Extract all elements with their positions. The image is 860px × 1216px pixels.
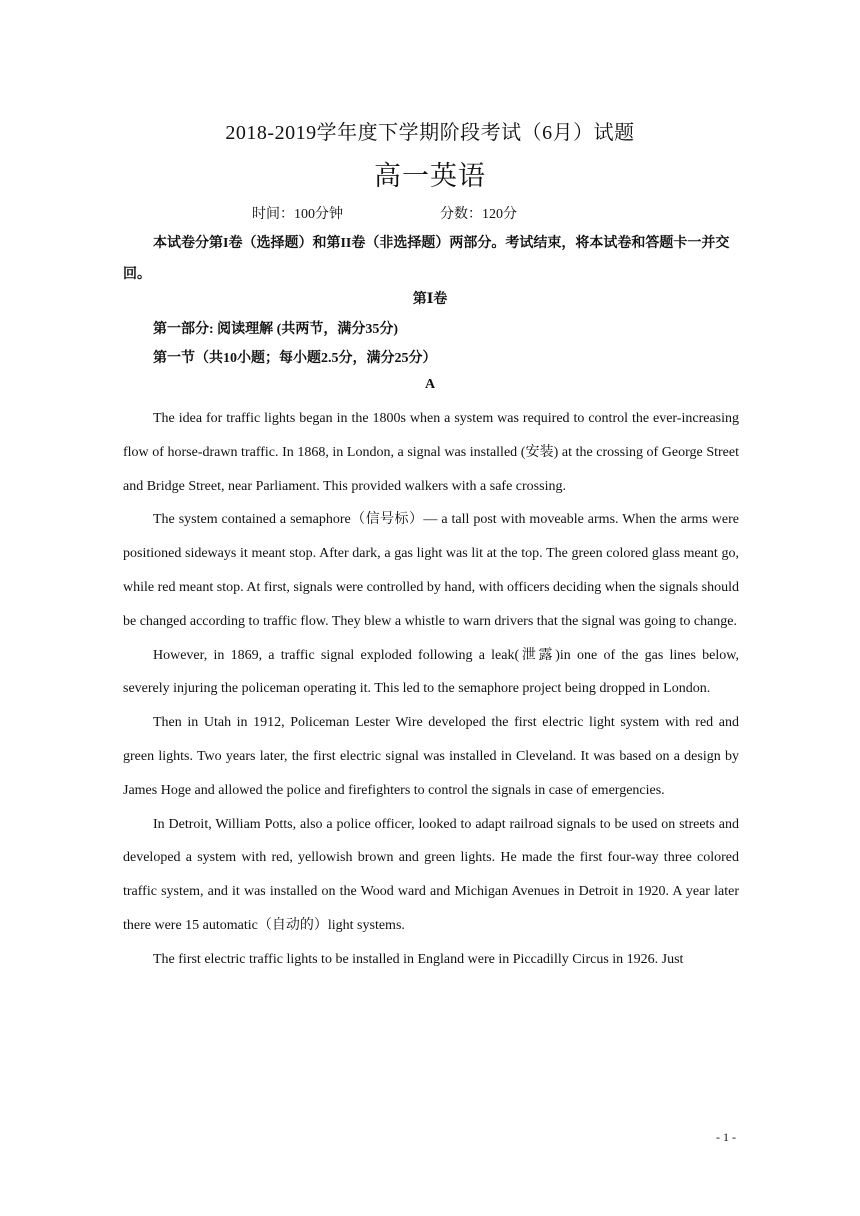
exam-time: 时间：100分钟 bbox=[252, 207, 343, 222]
exam-title: 2018-2019学年度下学期阶段考试（6月）试题 bbox=[225, 122, 635, 144]
passage-label: A bbox=[424, 377, 436, 392]
passage-paragraph: The idea for traffic lights began in the 1800s when a system was required to control the ever-increasing flow of horse-drawn traffic. In 1868, in London, a signal was installed (安装) at the crossing of George Street and Bridge Street, near Parliament. This provided walkers with a safe crossing. bbox=[123, 411, 739, 494]
passage-paragraph: However, in 1869, a traffic signal exploded following a leak(泄露)in one of the gas lines below, severely injuring the policeman operating it. This led to the semaphore project being dropped in London. bbox=[123, 647, 739, 697]
volume-label: 第Ⅰ卷 bbox=[412, 292, 448, 307]
exam-score: 分数：120分 bbox=[440, 207, 517, 222]
subject-title: 高一英语 bbox=[374, 161, 486, 191]
section-heading: 第一节（共10小题；每小题2.5分，满分25分） bbox=[153, 351, 437, 366]
passage-paragraph: Then in Utah in 1912, Policeman Lester Wire developed the first electric light system with red and green lights. Two years later, the first electric signal was installed in Cleveland. It was based on a design by James Hoge and allowed the police and firefighters to control the signals in case of emergencies. bbox=[123, 715, 739, 798]
passage-paragraph: The system contained a semaphore（信号标）— a tall post with moveable arms. When the arms were positioned sideways it meant stop. After dark, a gas light was lit at the top. The green colored glass meant go, while red meant stop. At first, signals were controlled by hand, with officers deciding when the signals should be changed according to traffic flow. They blew a whistle to warn drivers that the signal was going to change. bbox=[123, 512, 739, 629]
page-number: - 1 - bbox=[716, 1130, 736, 1144]
reading-passage bbox=[123, 402, 739, 977]
part-heading: 第一部分: 阅读理解 (共两节，满分35分) bbox=[153, 322, 398, 337]
exam-instructions: 本试卷分第I卷（选择题）和第II卷（非选择题）两部分。考试结束，将本试卷和答题卡一并交回。 bbox=[123, 236, 730, 282]
passage-paragraph: In Detroit, William Potts, also a police officer, looked to adapt railroad signals to be used on streets and developed a system with red, yellowish brown and green lights. He made the first four-way three colored traffic system, and it was installed on the Wood ward and Michigan Avenues in Detroit in 1920. A year later there were 15 automatic（自动的）light systems. bbox=[123, 816, 739, 933]
passage-paragraph: The first electric traffic lights to be installed in England were in Piccadilly Circus in 1926. Just bbox=[153, 951, 684, 967]
